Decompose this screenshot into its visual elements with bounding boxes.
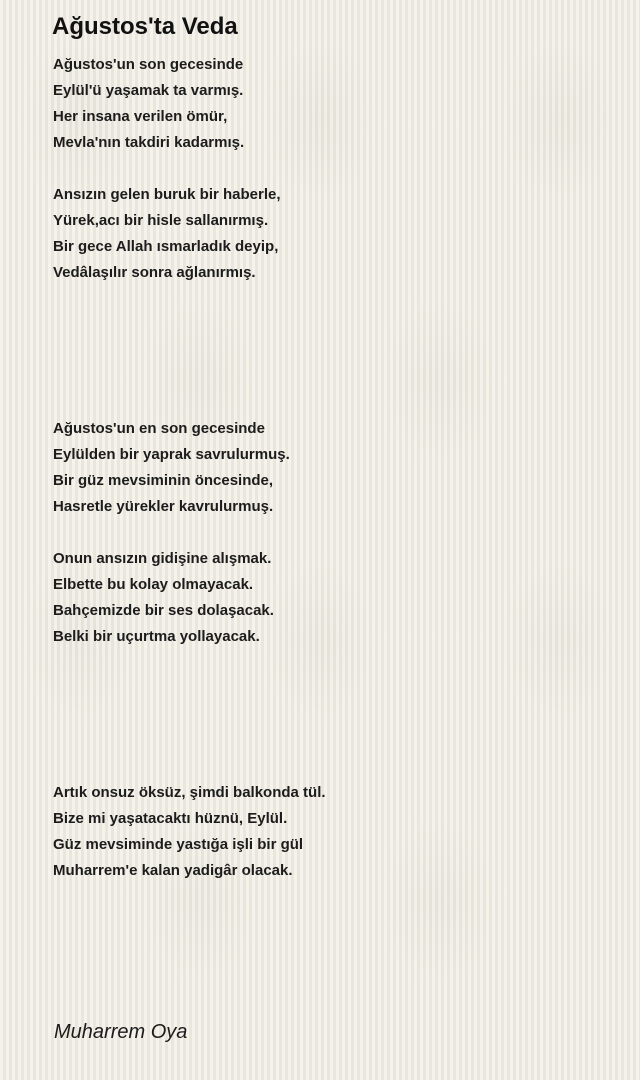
section-spacer <box>53 286 613 416</box>
stanza-5 <box>53 780 613 884</box>
poem-line: Güz mevsiminde yastığa işli bir gül <box>53 836 304 853</box>
poem-line: Ağustos'un son gecesinde <box>53 56 244 73</box>
poem-line: Bir güz mevsiminin öncesinde, <box>53 472 274 489</box>
poem-line: Eylül'ü yaşamak ta varmış. <box>53 82 244 99</box>
stanza-spacer <box>53 520 613 546</box>
stanza-2 <box>53 182 613 286</box>
poem-line: Bize mi yaşatacaktı hüznü, Eylül. <box>53 810 288 827</box>
poem-line: Vedâlaşılır sonra ağlanırmış. <box>53 264 256 281</box>
poem-title: Ağustos'ta Veda <box>52 13 238 40</box>
poem-line: Artık onsuz öksüz, şimdi balkonda tül. <box>53 784 326 801</box>
poem-line: Bahçemizde bir ses dolaşacak. <box>53 602 274 619</box>
poem-line: Yürek,acı bir hisle sallanırmış. <box>53 212 269 229</box>
stanza-spacer <box>53 156 613 182</box>
poem-line: Muharrem'e kalan yadigâr olacak. <box>53 862 293 879</box>
poem-author: Muharrem Oya <box>54 1021 188 1043</box>
poem-line: Bir gece Allah ısmarladık deyip, <box>53 238 279 255</box>
poem-line: Ağustos'un en son gecesinde <box>53 420 265 437</box>
poem-body <box>53 52 613 884</box>
poem-line: Ansızın gelen buruk bir haberle, <box>53 186 281 203</box>
poem-line: Elbette bu kolay olmayacak. <box>53 576 254 593</box>
poem-line: Belki bir uçurtma yollayacak. <box>53 628 260 645</box>
poem-line: Onun ansızın gidişine alışmak. <box>53 550 272 567</box>
stanza-1 <box>53 52 613 156</box>
stanza-3 <box>53 416 613 520</box>
poem-line: Eylülden bir yaprak savrulurmuş. <box>53 446 290 463</box>
poem-line: Hasretle yürekler kavrulurmuş. <box>53 498 274 515</box>
stanza-4 <box>53 546 613 650</box>
section-spacer <box>53 650 613 780</box>
poem-line: Her insana verilen ömür, <box>53 108 228 125</box>
poem-line: Mevla'nın takdiri kadarmış. <box>53 134 245 151</box>
